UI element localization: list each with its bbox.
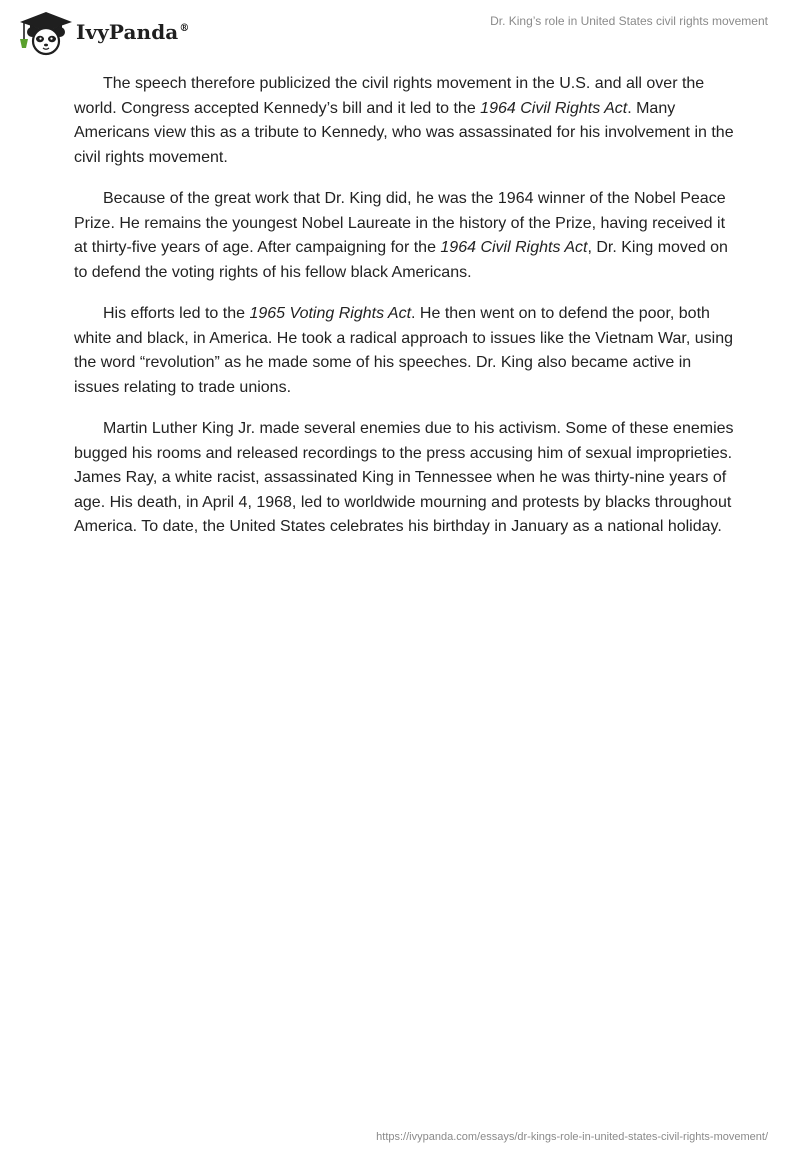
panda-graduate-icon xyxy=(14,8,74,56)
source-url-link[interactable]: https://ivypanda.com/essays/dr-kings-role-in-united-states-civil-rights-movement/ xyxy=(376,1131,768,1143)
page-header xyxy=(0,0,800,60)
document-title: Dr. King’s role in United States civil rights movement xyxy=(490,14,768,28)
ivypanda-logo[interactable] xyxy=(14,8,189,56)
italic-title: 1965 Voting Rights Act xyxy=(249,305,412,322)
paragraph-3: His efforts led to the 1965 Voting Rights Act. He then went on to defend the poor, both white and black, in America. He took a radical approach to issues like the Vietnam War, using the word “revolution” as he made some of his speeches. Dr. King also became active in issues relating to trade unions. xyxy=(74,305,734,396)
paragraph-4: Martin Luther King Jr. made several enemies due to his activism. Some of these enemies bugged his rooms and released recordings to the press accusing him of sexual improprieties. James Ray, a white racist, assassinated King in Tennessee when he was thirty-nine years of age. His death, in April 4, 1968, led to worldwide mourning and protests by blacks throughout America. To date, the United States celebrates his birthday in January as a national holiday. xyxy=(74,420,734,535)
italic-title: 1964 Civil Rights Act xyxy=(480,99,628,117)
paragraph-2: Because of the great work that Dr. King did, he was the 1964 winner of the Nobel Peace Prize. He remains the youngest Nobel Laureate in the history of the Prize, having received it at thirty-five years of age. After campaigning for the 1964 Civil Rights Act, Dr. King moved on to defend the voting rights of his fellow black Americans. xyxy=(74,190,728,281)
italic-title: 1964 Civil Rights Act xyxy=(440,239,588,256)
paragraph-1: The speech therefore publicized the civil rights movement in the U.S. and all over the world. Congress accepted Kennedy’s bill and it led to the 1964 Civil Rights Act. Many Americans view this as a tribute to Kennedy, who was assassinated for his involvement in the civil rights movement. xyxy=(74,75,734,166)
essay-body xyxy=(74,72,734,557)
registered-mark: ® xyxy=(179,23,190,35)
logo-wordmark: IvyPanda® xyxy=(76,20,190,44)
